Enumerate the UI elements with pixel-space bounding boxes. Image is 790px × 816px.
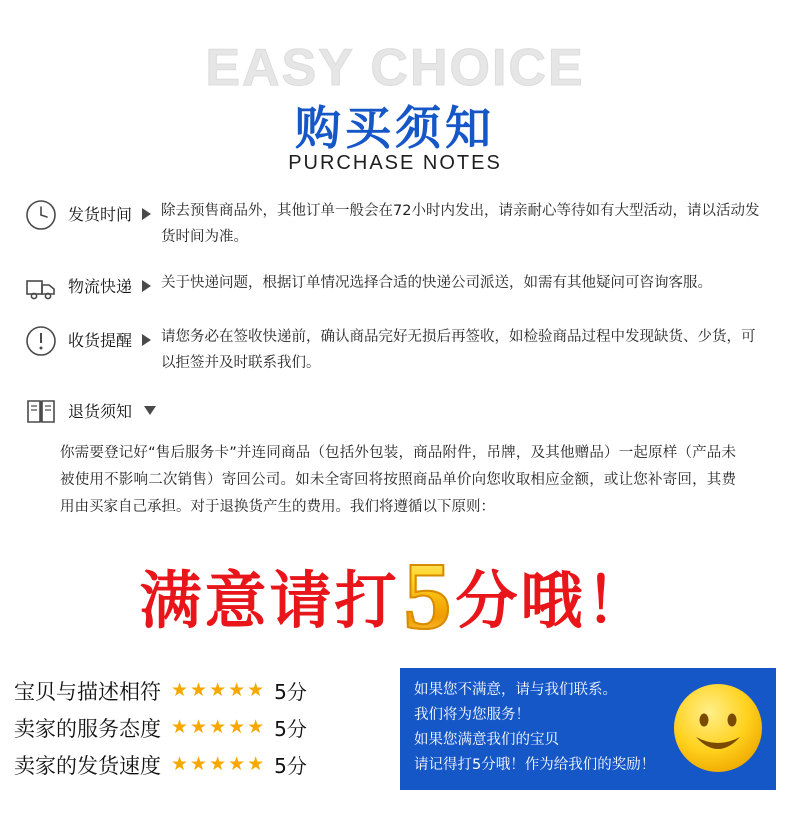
note-text: 除去预售商品外，其他订单一般会在72小时内发出，请亲耐心等待如有大型活动，请以活动发货时间为准。	[161, 203, 760, 245]
return-policy-block	[0, 392, 790, 521]
star-rating-icon: ★★★★★	[171, 754, 267, 775]
note-text: 请您务必在签收快递前，确认商品完好无损后再签收，如检验商品过程中发现缺货、少货，可以拒签并及时联系我们。	[161, 329, 756, 371]
rating-row	[14, 672, 394, 709]
return-policy-header[interactable]	[24, 392, 766, 428]
note-text: 关于快递问题，根据订单情况选择合适的快递公司派送，如需有其他疑问可咨询客服。	[161, 275, 713, 291]
rating-row	[14, 746, 394, 783]
exclamation-icon	[24, 324, 58, 358]
arrow-right-icon	[142, 280, 151, 292]
slogan-number: 5	[403, 542, 452, 649]
page-subtitle: PURCHASE NOTES	[288, 152, 502, 174]
rating-label: 卖家的服务态度	[14, 716, 161, 741]
smiley-face-icon	[672, 682, 764, 774]
notes-list	[0, 196, 790, 394]
return-policy-text: 你需要登记好“售后服务卡”并连同商品（包括外包装，商品附件，吊牌，及其他赠品）一起原样（产品未被使用不影响二次销售）寄回公司。如未全寄回将按照商品单价向您收取相应金额，或让您补寄回，其费用由买家自己承担。对于退换货产生的费用。我们将遵循以下原则：	[60, 445, 736, 515]
clock-icon	[24, 198, 58, 232]
contact-line: 如果您满意我们的宝贝	[414, 732, 559, 748]
page-title: 购买须知	[295, 101, 495, 155]
slogan-right-text: 分哦！	[455, 564, 651, 637]
note-label: 物流快递	[68, 277, 133, 296]
arrow-right-icon	[142, 334, 151, 346]
rating-label: 卖家的发货速度	[14, 753, 161, 778]
rating-score: 5分	[274, 680, 307, 704]
watermark-text: EASY CHOICE	[205, 39, 585, 97]
book-icon	[24, 394, 58, 428]
return-policy-label: 退货须知	[68, 401, 133, 421]
contact-line: 我们将为您服务！	[414, 707, 530, 723]
star-rating-icon: ★★★★★	[171, 680, 267, 701]
contact-line: 如果您不满意，请与我们联系。	[414, 682, 617, 698]
contact-line: 请记得打5分哦！作为给我们的奖励！	[414, 757, 656, 773]
note-row	[0, 268, 790, 304]
rating-score: 5分	[274, 754, 307, 778]
chevron-down-icon[interactable]	[144, 406, 156, 415]
rating-slogan	[0, 540, 790, 651]
truck-icon	[24, 270, 58, 304]
contact-us-box	[400, 668, 776, 790]
note-label: 发货时间	[68, 205, 133, 224]
rating-row	[14, 709, 394, 746]
note-row	[0, 322, 790, 376]
star-rating-icon: ★★★★★	[171, 717, 267, 738]
note-row	[0, 196, 790, 250]
arrow-right-icon	[142, 208, 151, 220]
rating-label: 宝贝与描述相符	[14, 679, 161, 704]
ratings-list	[14, 672, 394, 783]
slogan-left-text: 满意请打	[139, 564, 400, 637]
rating-score: 5分	[274, 717, 307, 741]
note-label: 收货提醒	[68, 331, 133, 350]
